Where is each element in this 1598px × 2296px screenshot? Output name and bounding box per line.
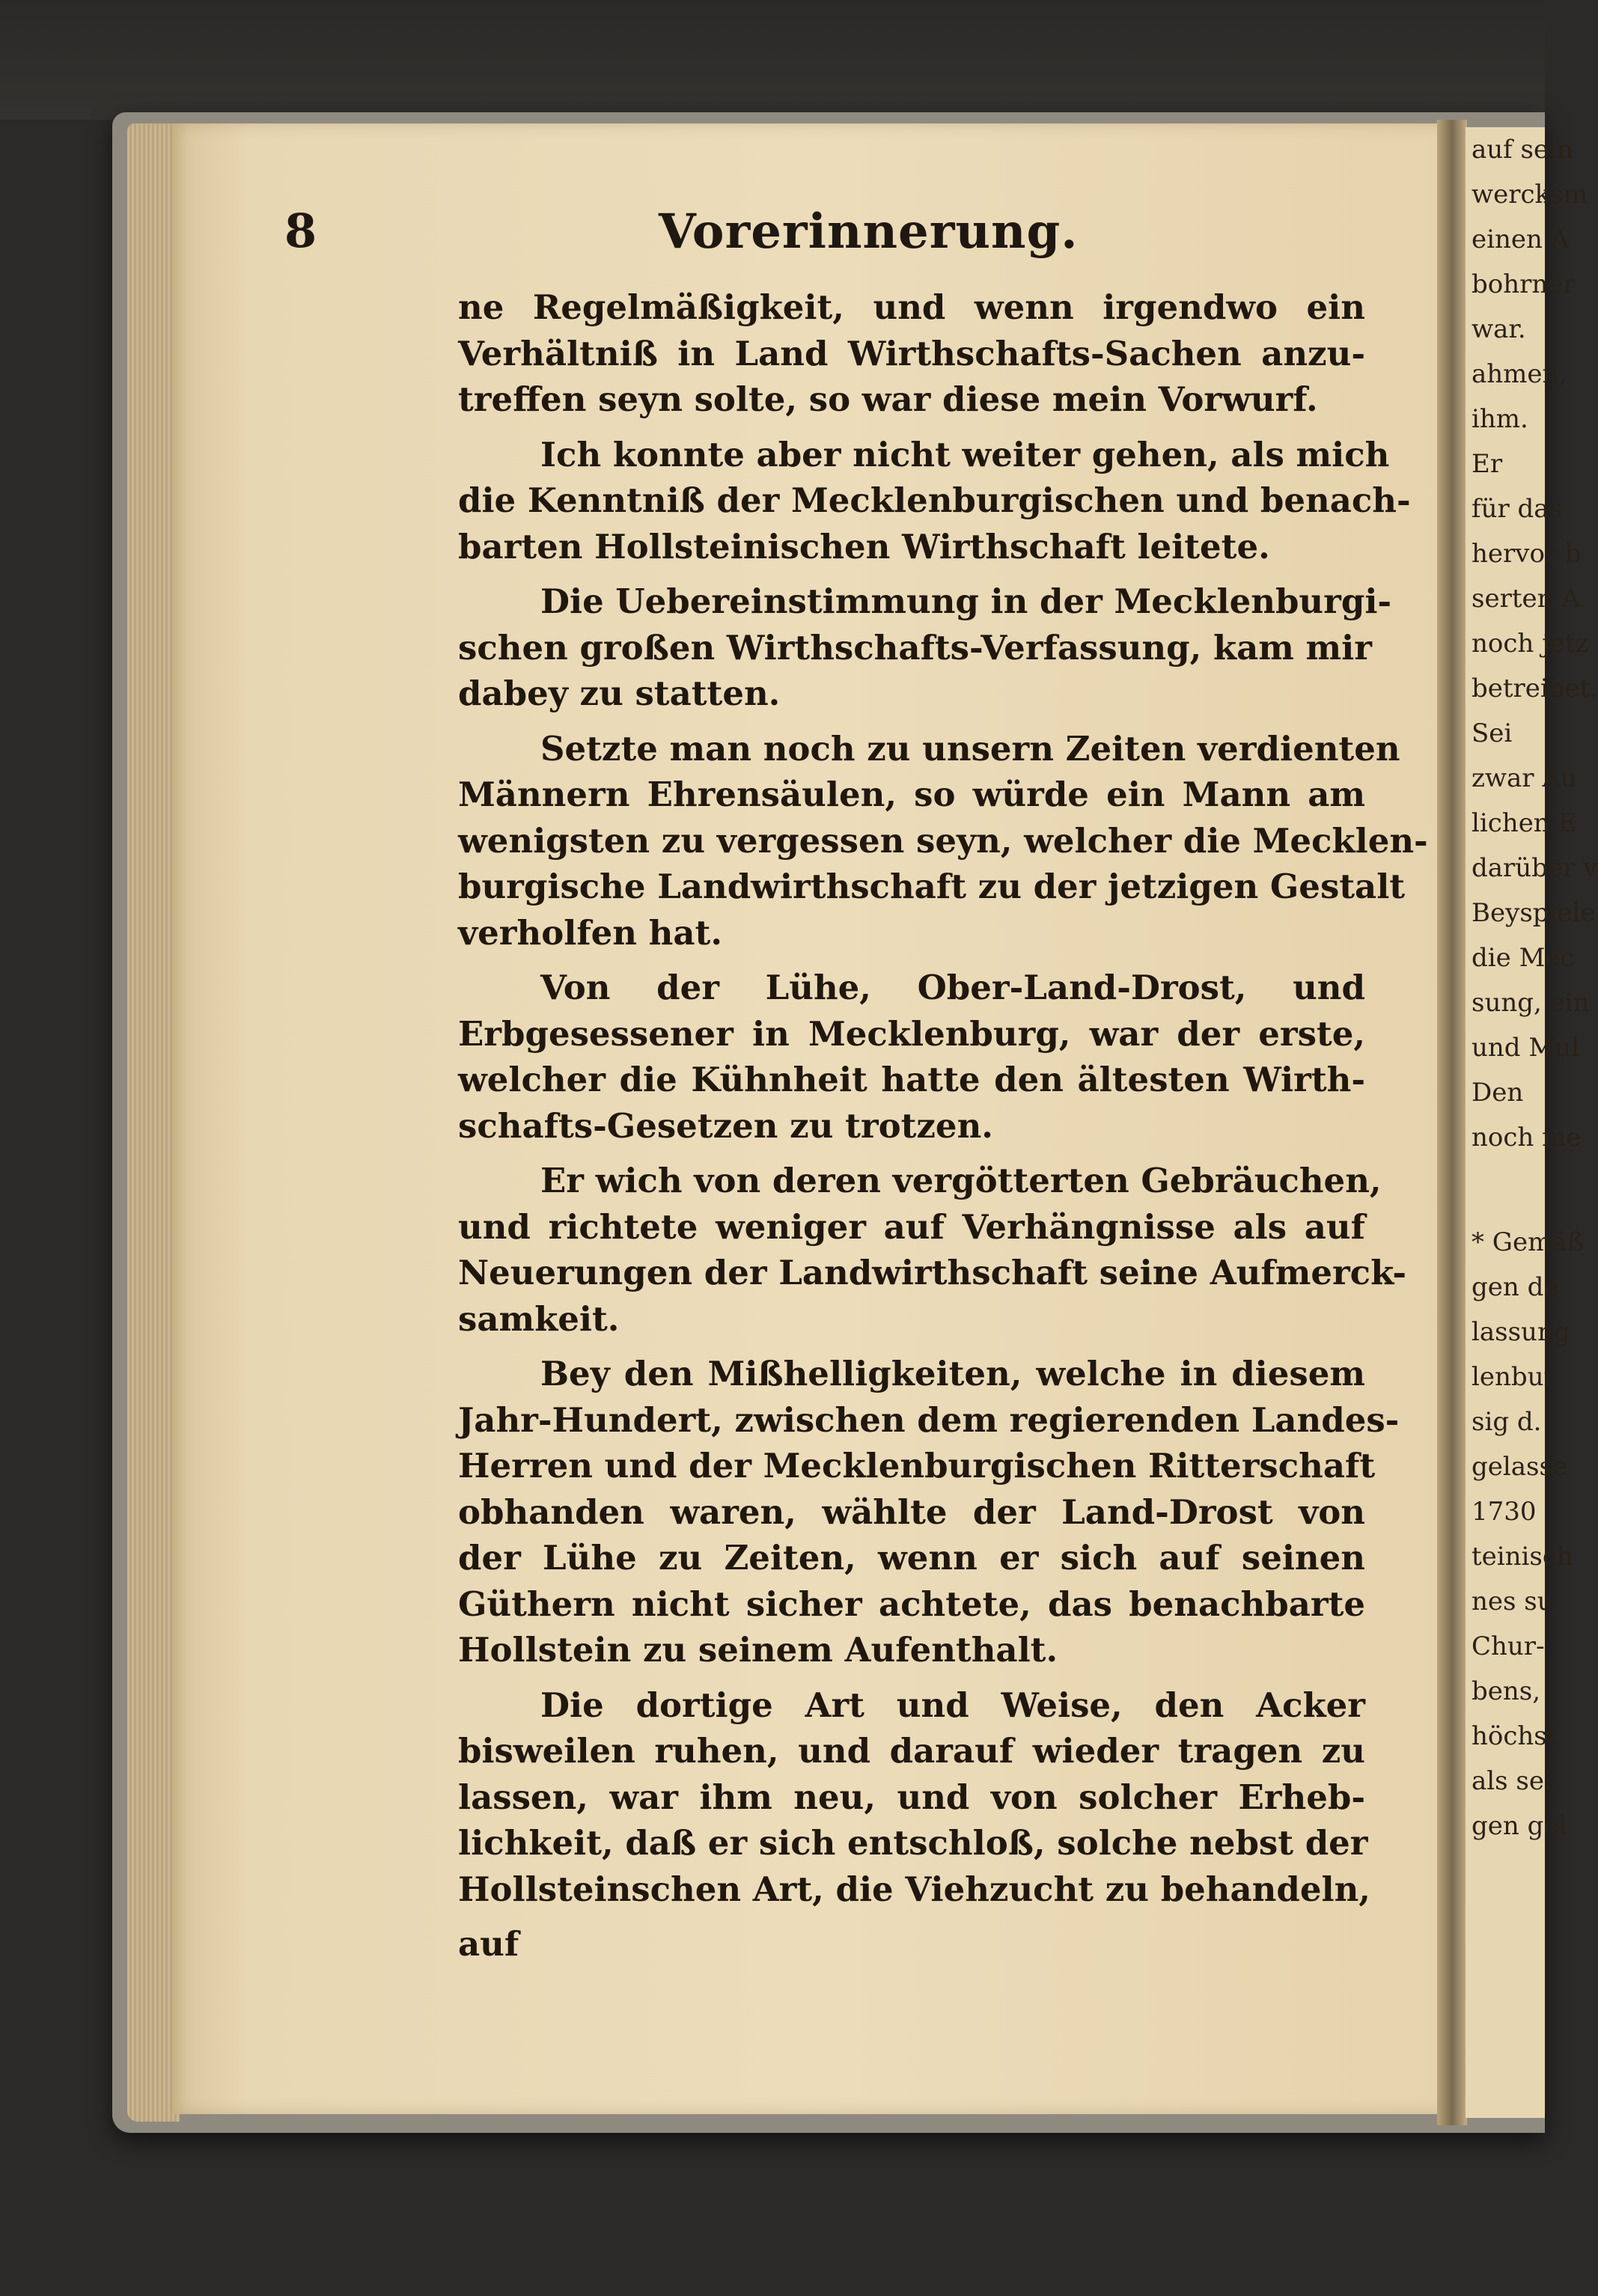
facing-page-line: auf sein <box>1472 135 1573 165</box>
paragraph <box>458 726 1428 956</box>
facing-page-line: teinisch <box>1472 1542 1573 1572</box>
text-line: Männern Ehrensäulen, so würde ein Mann am <box>458 775 1365 814</box>
text-line: samkeit. <box>458 1298 620 1339</box>
text-line: welcher die Kühnheit hatte den ältesten Wirth- <box>458 1060 1365 1099</box>
facing-page-line: ahmen, <box>1472 359 1567 389</box>
text-line: wenigsten zu vergessen seyn, welcher die Mecklen- <box>458 820 1428 861</box>
facing-page-line: ihm. <box>1472 404 1528 434</box>
facing-page-line: noch me <box>1472 1123 1582 1152</box>
running-head: Vorerinnerung. <box>659 204 1079 260</box>
facing-page-line: bohrner <box>1472 269 1576 299</box>
text-line: Herren und der Mecklenburgischen Ritterschaft <box>458 1446 1376 1486</box>
text-line: Er wich von deren vergötterten Gebräuchen, <box>540 1161 1382 1200</box>
facing-page-line: Den <box>1472 1078 1524 1108</box>
text-line: dabey zu statten. <box>458 674 781 713</box>
text-line: schen großen Wirthschafts-Verfassung, kam mir <box>458 627 1372 668</box>
text-line: Hollstein zu seinem Aufenthalt. <box>458 1630 1058 1670</box>
facing-page-line: 1730 <box>1472 1497 1537 1527</box>
text-line: Jahr-Hundert, zwischen dem regierenden Landes- <box>458 1399 1400 1440</box>
text-line: Die dortige Art und Weise, den Acker <box>540 1685 1365 1725</box>
paragraph <box>458 1351 1400 1673</box>
text-line: Güthern nicht sicher achtete, das benachbarte <box>458 1584 1365 1624</box>
text-line: lichkeit, daß er sich entschloß, solche nebst der <box>458 1823 1368 1863</box>
facing-page-line: sung, ein <box>1472 988 1590 1018</box>
facing-page-line: Chur- <box>1472 1631 1545 1661</box>
paragraph <box>458 432 1411 570</box>
facing-page-line: die Mec <box>1472 943 1575 973</box>
text-line: treffen seyn solte, so war diese mein Vorwurf. <box>458 379 1318 419</box>
text-line: Setzte man noch zu unsern Zeiten verdienten <box>540 728 1400 769</box>
facing-page-line: Er <box>1472 449 1503 479</box>
text-line: burgische Landwirthschaft zu der jetzigen Gestalt <box>458 867 1406 906</box>
text-line: Bey den Mißhelligkeiten, welche in diesem <box>540 1354 1365 1393</box>
paragraph <box>458 284 1365 423</box>
facing-page-fragment <box>1466 127 1598 2118</box>
facing-page-line: lassung <box>1472 1317 1570 1347</box>
facing-page-line: als sei <box>1472 1766 1552 1796</box>
text-line: Hollsteinschen Art, die Viehzucht zu behandeln, <box>458 1869 1370 1909</box>
text-line: die Kenntniß der Mecklenburgischen und benach- <box>458 480 1411 520</box>
facing-page-lines <box>1466 127 1598 1848</box>
facing-page-line: serten A <box>1472 584 1580 614</box>
facing-page-line: für das <box>1472 494 1563 524</box>
facing-page-line: bens, <box>1472 1676 1541 1706</box>
facing-page-line: und Mul <box>1472 1033 1579 1063</box>
facing-page-line: gen gel <box>1472 1811 1567 1841</box>
facing-page-line: noch jetz <box>1472 629 1589 659</box>
text-line: bisweilen ruhen, und darauf wieder tragen zu <box>458 1731 1365 1771</box>
facing-page-line: gelasse <box>1472 1452 1568 1482</box>
facing-page-line: Beyspiele <box>1472 898 1596 928</box>
text-line: Von der Lühe, Ober-Land-Drost, und <box>540 968 1365 1007</box>
facing-page-line: betreibet. <box>1472 674 1598 703</box>
text-line: Ich konnte aber nicht weiter gehen, als mich <box>540 434 1390 474</box>
paragraph <box>458 578 1392 717</box>
body-text <box>458 284 1428 1967</box>
text-line: verholfen hat. <box>458 912 723 953</box>
text-line: barten Hollsteinischen Wirthschaft leitete. <box>458 526 1270 567</box>
facing-page-line: darüber v <box>1472 853 1598 883</box>
facing-page-line: zwar Au <box>1472 763 1577 793</box>
text-line: schafts-Gesetzen zu trotzen. <box>458 1105 993 1146</box>
text-line: Neuerungen der Landwirthschaft seine Aufmerck- <box>458 1253 1407 1292</box>
facing-page-line: höchst <box>1472 1721 1558 1751</box>
facing-page-line: Sei <box>1472 718 1513 748</box>
text-line: Erbgesessener in Mecklenburg, war der erste, <box>458 1013 1365 1054</box>
text-line: der Lühe zu Zeiten, wenn er sich auf seinen <box>458 1538 1365 1578</box>
page-header <box>284 204 1377 271</box>
facing-page-line: gen de <box>1472 1272 1559 1302</box>
book-gutter <box>1437 120 1467 2125</box>
facing-page-line: nes su <box>1472 1587 1554 1616</box>
facing-page-line: wercksm <box>1472 180 1588 210</box>
paragraph <box>458 965 1365 1149</box>
facing-page-line: einen A <box>1472 225 1570 254</box>
facing-page-line: sig d. <box>1472 1407 1542 1437</box>
facing-page-line: war. <box>1472 314 1526 344</box>
facing-page-line: * Gemäß <box>1472 1227 1585 1257</box>
facing-page-line: lichen E <box>1472 808 1577 838</box>
page-number: 8 <box>284 204 317 258</box>
text-line: Verhältniß in Land Wirthschafts-Sachen anzu- <box>458 333 1365 373</box>
paragraph <box>458 1158 1407 1342</box>
text-line: ne Regelmäßigkeit, und wenn irgendwo ein <box>458 287 1365 327</box>
catchword: auf <box>458 1924 519 1964</box>
text-line: Die Uebereinstimmung in der Mecklenburgi- <box>540 581 1392 621</box>
paragraph <box>458 1682 1370 1913</box>
text-line: lassen, war ihm neu, und von solcher Erheb- <box>458 1777 1365 1817</box>
facing-page-line: lenbur <box>1472 1362 1556 1392</box>
background <box>0 0 1545 120</box>
text-line: obhanden waren, wählte der Land-Drost von <box>458 1492 1365 1532</box>
text-line: und richtete weniger auf Verhängnisse als auf <box>458 1206 1365 1247</box>
facing-page-line: hervor b <box>1472 539 1582 569</box>
